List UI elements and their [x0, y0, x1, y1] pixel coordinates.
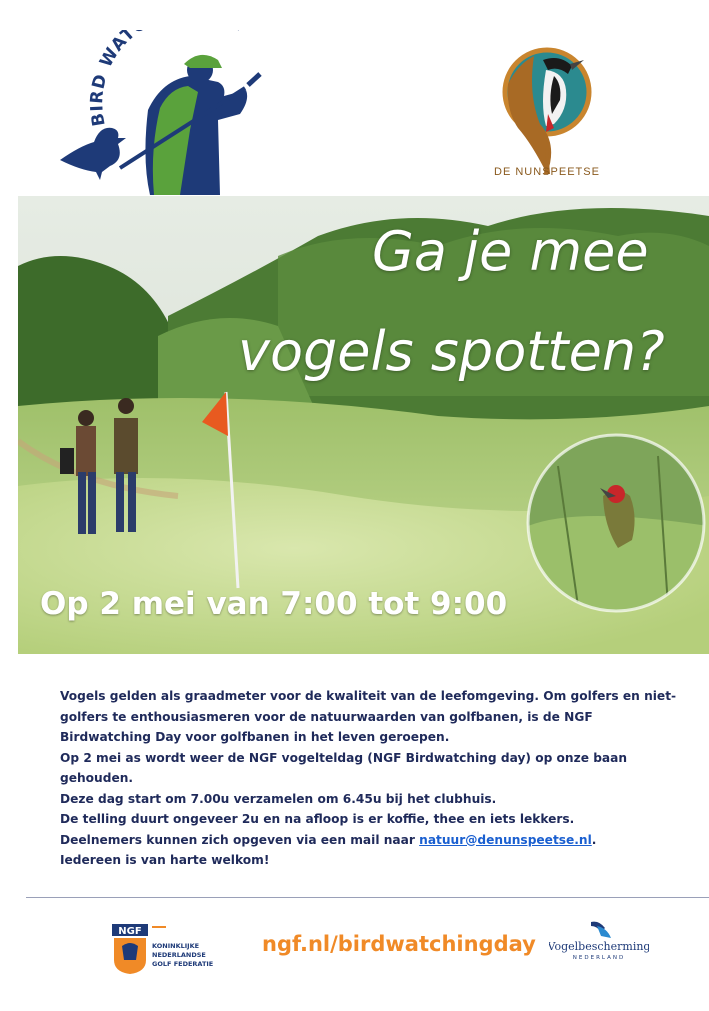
- ngf-name-line1: KONINKLIJKE: [152, 942, 200, 950]
- body-paragraph-intro: Vogels gelden als graadmeter voor de kwaliteit van de leefomgeving. Om golfers en niet-golfers te enthousiasmeren voor de natuurwaarden van golfbanen, is de NGF Birdwatching Day voor golfbanen in het leven geroepen.: [60, 689, 677, 744]
- hero-headline-line2: vogels spotten?: [238, 320, 665, 383]
- footer-url[interactable]: ngf.nl/birdwatchingday: [262, 932, 536, 956]
- body-paragraph-welcome: Iedereen is van harte welkom!: [60, 853, 270, 867]
- body-paragraph-date: Op 2 mei as wordt weer de NGF vogelteldag (NGF Birdwatching day) op onze baan gehouden.: [60, 750, 628, 785]
- ngf-name-line2: NEDERLANDSE: [152, 951, 206, 959]
- bwd-logo-text: BIRD WAT: [87, 30, 140, 128]
- vb-sub-text: NEDERLAND: [572, 955, 626, 961]
- body-text: [60, 686, 680, 871]
- ngf-badge-text: NGF: [118, 926, 142, 937]
- signup-suffix: .: [591, 832, 597, 847]
- bird-watching-day-logo: [50, 30, 285, 200]
- vb-name-text: Vogelbescherming: [549, 940, 649, 953]
- body-paragraph-signup: [60, 830, 680, 851]
- signup-text: Deelnemers kunnen zich opgeven via een mail naar: [60, 832, 420, 847]
- hero-date-line: Op 2 mei van 7:00 tot 9:00: [40, 586, 508, 622]
- ngf-logo: [112, 924, 222, 974]
- footer-divider: [26, 897, 709, 898]
- hero-headline-line1: Ga je mee: [372, 220, 649, 283]
- email-link[interactable]: natuur@denunspeetse.nl: [419, 832, 592, 847]
- body-paragraph-duration: De telling duurt ongeveer 2u en na afloop is er koffie, thee en iets lekkers.: [60, 812, 575, 826]
- ngf-name-line3: GOLF FEDERATIE: [152, 960, 214, 968]
- de-nunspeetse-wordmark: DE NUNSPEETSE: [494, 166, 600, 178]
- body-paragraph-start: Deze dag start om 7.00u verzamelen om 6.45u bij het clubhuis.: [60, 791, 497, 806]
- vogelbescherming-logo: [549, 918, 649, 966]
